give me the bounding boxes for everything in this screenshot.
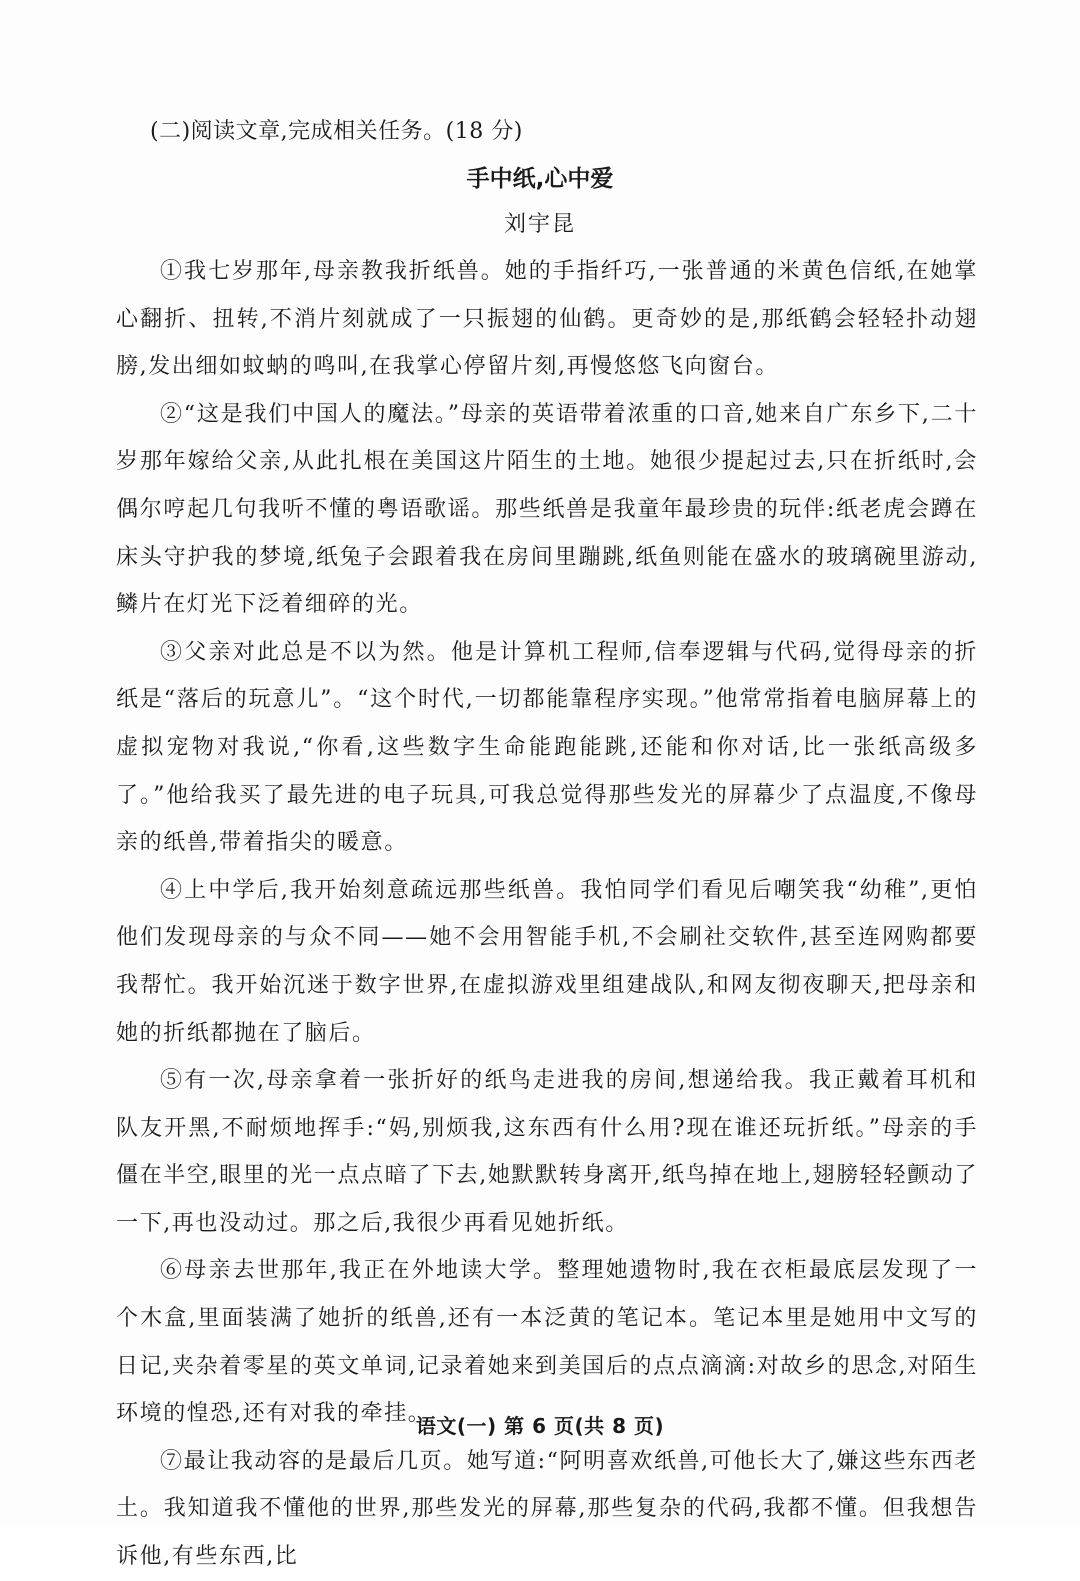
paragraph-2: ②“这是我们中国人的魔法。”母亲的英语带着浓重的口音,她来自广东乡下,二十岁那年嫁给父亲,从此扎根在美国这片陌生的土地。她很少提起过去,只在折纸时,会偶尔哼起几句我听不懂的粤语歌谣。那些纸兽是我童年最珍贵的玩伴:纸老虎会蹲在床头守护我的梦境,纸兔子会跟着我在房间里蹦跳,纸鱼则能在盛水的玻璃碗里游动,鳞片在灯光下泛着细碎的光。 [116, 401, 978, 618]
paragraph-4: ④上中学后,我开始刻意疏远那些纸兽。我怕同学们看见后嘲笑我“幼稚”,更怕他们发现母亲的与众不同——她不会用智能手机,不会刷社交软件,甚至连网购都要我帮忙。我开始沉迷于数字世界,在虚拟游戏里组建战队,和网友彻夜聊天,把母亲和她的折纸都抛在了脑后。 [116, 877, 978, 1046]
article-body [116, 248, 978, 1581]
section-header: (二)阅读文章,完成相关任务。(18 分) [150, 119, 523, 144]
paragraph-1: ①我七岁那年,母亲教我折纸兽。她的手指纤巧,一张普通的米黄色信纸,在她掌心翻折、扭转,不消片刻就成了一只振翅的仙鹤。更奇妙的是,那纸鹤会轻轻扑动翅膀,发出细如蚊蚋的鸣叫,在我掌心停留片刻,再慢悠悠飞向窗台。 [116, 259, 978, 380]
paragraph-5: ⑤有一次,母亲拿着一张折好的纸鸟走进我的房间,想递给我。我正戴着耳机和队友开黑,不耐烦地挥手:“妈,别烦我,这东西有什么用?现在谁还玩折纸。”母亲的手僵在半空,眼里的光一点点暗了下去,她默默转身离开,纸鸟掉在地上,翅膀轻轻颤动了一下,再也没动过。那之后,我很少再看见她折纸。 [116, 1068, 978, 1236]
article-author: 刘宇昆 [503, 212, 576, 237]
paragraph-3: ③父亲对此总是不以为然。他是计算机工程师,信奉逻辑与代码,觉得母亲的折纸是“落后的玩意儿”。“这个时代,一切都能靠程序实现。”他常常指着电脑屏幕上的虚拟宠物对我说,“你看,这些数字生命能跑能跳,还能和你对话,比一张纸高级多了。”他给我买了最先进的电子玩具,可我总觉得那些发光的屏幕少了点温度,不像母亲的纸兽,带着指尖的暖意。 [116, 639, 978, 856]
paragraph-7: ⑦最让我动容的是最后几页。她写道:“阿明喜欢纸兽,可他长大了,嫌这些东西老土。我知道我不懂他的世界,那些发光的屏幕,那些复杂的代码,我都不懂。但我想告诉他,有些东西,比 [116, 1448, 978, 1570]
paragraph-6: ⑥母亲去世那年,我正在外地读大学。整理她遗物时,我在衣柜最底层发现了一个木盒,里面装满了她折的纸兽,还有一本泛黄的笔记本。笔记本里是她用中文写的日记,夹杂着零星的英文单词,记录着她来到美国后的点点滴滴:对故乡的思念,对陌生环境的惶恐,还有对我的牵挂。 [116, 1258, 978, 1427]
article-title: 手中纸,心中爱 [466, 166, 614, 192]
page-footer: 语文(一) 第 6 页(共 8 页) [415, 1414, 665, 1438]
